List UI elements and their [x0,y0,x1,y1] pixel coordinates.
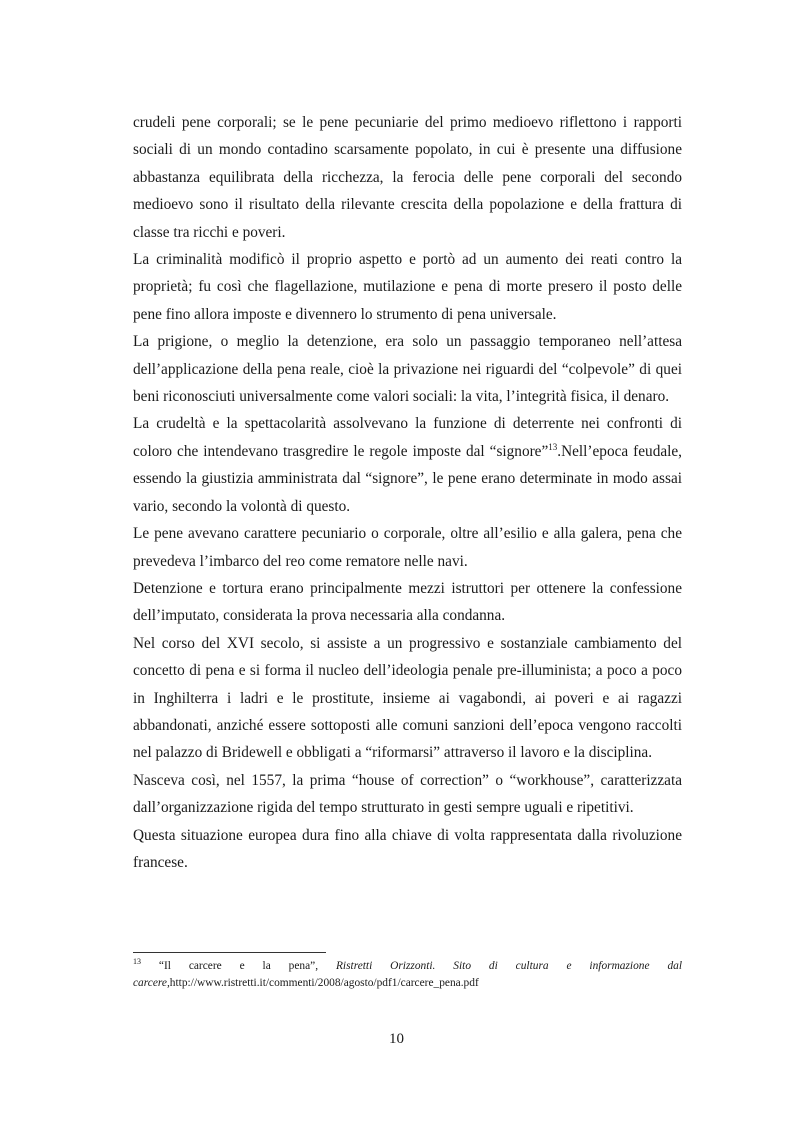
footnote-source: Ristretti Orizzonti. Sito di cultura e informazione dal carcere, [133,960,682,989]
paragraph-9: Questa situazione europea dura fino alla chiave di volta rappresentata dalla rivoluzione francese. [133,826,682,871]
paragraph-4 [133,410,682,520]
footnote-title: “Il carcere e la pena”, [158,960,319,972]
footnote-url[interactable]: http://www.ristretti.it/commenti/2008/agosto/pdf1/carcere_pena.pdf [169,977,479,989]
paragraph-4-text-before: La crudeltà e la spettacolarità assolvevano la funzione di deterrente nei confronti di coloro che intendevano trasgredire le regole imposte dal “signore” [133,415,682,460]
paragraph-8: Nasceva così, nel 1557, la prima “house of correction” o “workhouse”, caratterizzata dall’organizzazione rigida del tempo strutturato in gesti sempre uguali e ripetitivi. [133,771,682,817]
paragraph-2: La criminalità modificò il proprio aspetto e portò ad un aumento dei reati contro la proprietà; fu così che flagellazione, mutilazione e pena di morte presero il posto delle pene fino allora imposte e divennero lo strumento di pena universale. [133,251,682,323]
footnote-separator [133,952,326,953]
page-number: 10 [389,1031,404,1047]
paragraph-6: Detenzione e tortura erano principalmente mezzi istruttori per ottenere la confessione dell’imputato, considerata la prova necessaria alla condanna. [133,579,682,625]
main-text [133,109,682,876]
paragraph-4-text-after: .Nell’epoca feudale, essendo la giustizia amministrata dal “signore”, le pene erano determinate in modo assai vario, secondo la volontà di questo. [133,442,682,515]
paragraph-7: Nel corso del XVI secolo, si assiste a un progressivo e sostanziale cambiamento del concetto di pena e si forma il nucleo dell’ideologia penale pre-illuminista; a poco a poco in Inghilterra i ladri e le prostitute, insieme ai vagabondi, ai poveri e ai ragazzi abbandonati, anziché essere sottoposti alle comuni sanzioni dell’epoca vengono raccolti nel palazzo di Bridewell e obbligati a “riformarsi” attraverso il lavoro e la disciplina. [133,634,682,762]
footnote-number: 13 [133,957,141,967]
paragraph-5: Le pene avevano carattere pecuniario o corporale, oltre all’esilio e alla galera, pena che prevedeva l’imbarco del reo come rematore nelle navi. [133,525,682,570]
footnote [133,958,682,992]
footnote-reference[interactable]: 13 [548,441,558,452]
paragraph-3: La prigione, o meglio la detenzione, era solo un passaggio temporaneo nell’attesa dell’applicazione della pena reale, cioè la privazione nei riguardi del “colpevole” di quei beni riconosciuti universalmente come valori sociali: la vita, l’integrità fisica, il denaro. [133,333,682,406]
paragraph-1: crudeli pene corporali; se le pene pecuniarie del primo medioevo riflettono i rapporti sociali di un mondo contadino scarsamente popolato, in cui è presente una diffusione abbastanza equilibrata della ricchezza, la ferocia delle pene corporali del secondo medioevo sono il risultato della rilevante crescita della popolazione e della frattura di classe tra ricchi e poveri. [133,114,682,241]
